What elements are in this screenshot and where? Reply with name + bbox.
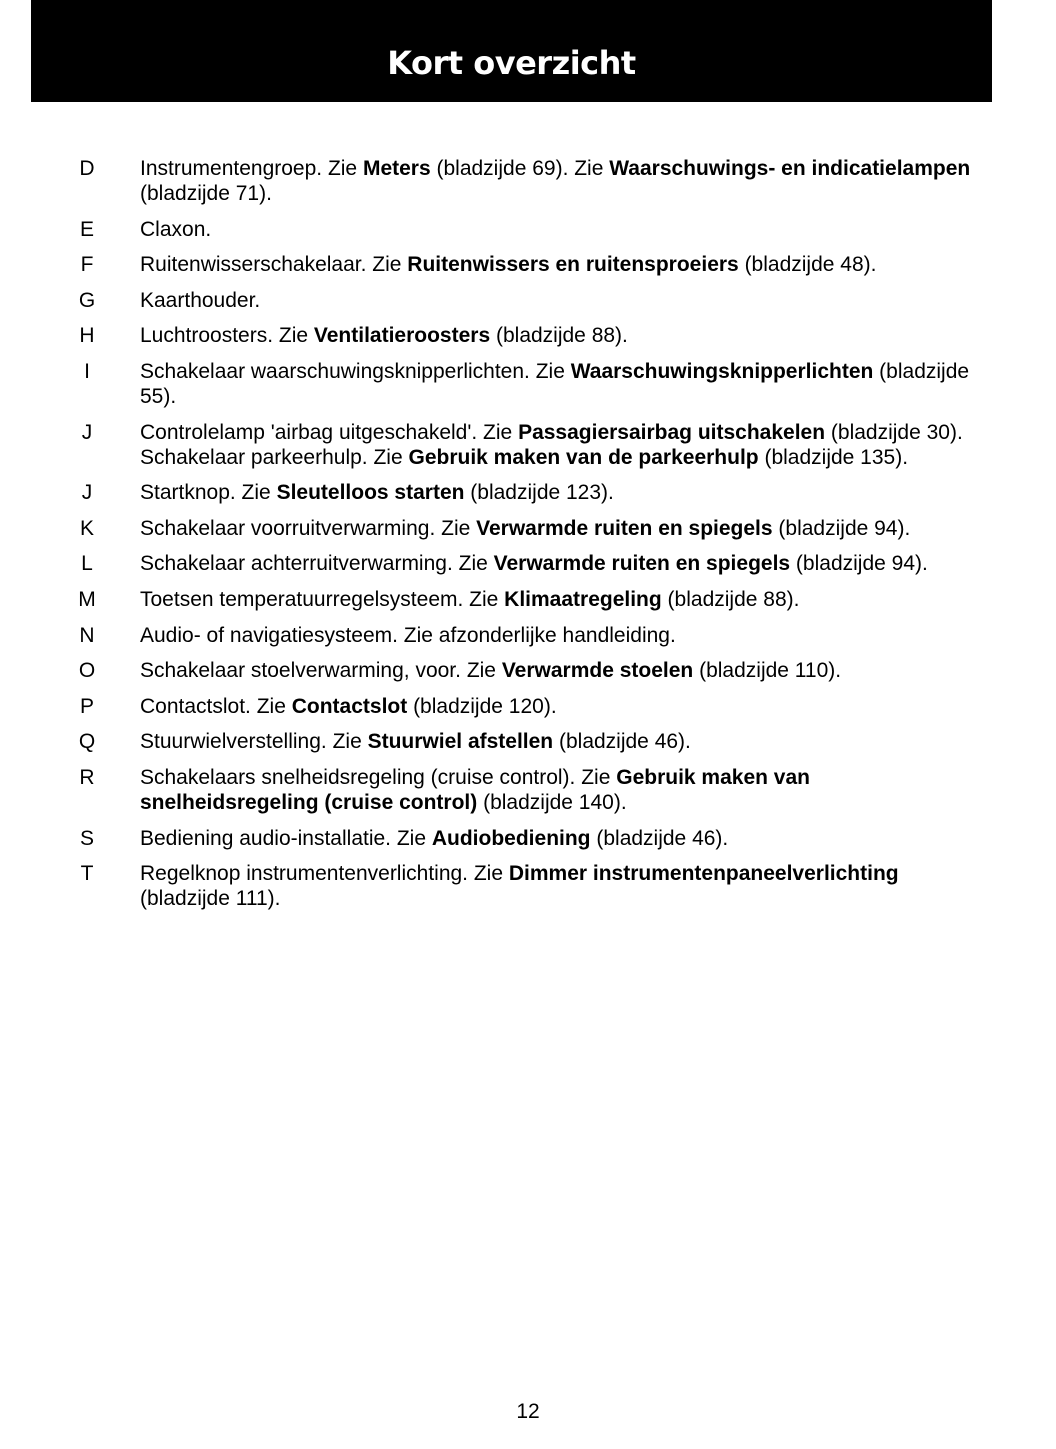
description-text: (bladzijde 46). xyxy=(553,730,691,754)
legend-description xyxy=(140,826,986,851)
legend-description xyxy=(140,480,986,505)
description-text: Toetsen temperatuurregelsysteem. Zie xyxy=(140,587,505,611)
legend-item xyxy=(0,623,1056,648)
legend-list xyxy=(0,156,1056,922)
description-text: (bladzijde 123). xyxy=(464,481,614,505)
description-text: (bladzijde 135). xyxy=(758,445,909,469)
description-text: (bladzijde 46). xyxy=(590,826,729,850)
description-text: Schakelaar achterruitverwarming. Zie xyxy=(140,552,494,576)
description-text: (bladzijde 55). xyxy=(140,359,970,408)
legend-item xyxy=(0,694,1056,719)
cross-reference: Ventilatieroosters xyxy=(313,324,491,348)
legend-letter: M xyxy=(78,587,96,611)
legend-item xyxy=(0,252,1056,277)
legend-item xyxy=(0,587,1056,612)
cross-reference: Dimmer instrumentenpaneelverlichting xyxy=(508,862,899,886)
description-text: (bladzijde 69). Zie xyxy=(430,157,610,180)
description-text: Schakelaar voorruitverwarming. Zie xyxy=(140,516,477,540)
legend-letter: P xyxy=(79,694,94,718)
cross-reference: Sleutelloos starten xyxy=(276,481,465,505)
description-text: (bladzijde 140). xyxy=(477,790,627,814)
legend-description xyxy=(140,765,986,815)
description-text: Claxon. xyxy=(140,217,212,241)
description-text: Luchtroosters. Zie xyxy=(140,324,314,348)
cross-reference: Verwarmde ruiten en spiegels xyxy=(493,552,791,576)
cross-reference: Meters xyxy=(362,157,431,180)
cross-reference: Stuurwiel afstellen xyxy=(367,730,554,754)
legend-description xyxy=(140,288,986,313)
legend-item xyxy=(0,826,1056,851)
description-text: (bladzijde 48). xyxy=(738,253,877,277)
legend-description xyxy=(140,252,986,277)
legend-letter: K xyxy=(79,516,94,540)
legend-letter: T xyxy=(80,862,94,886)
description-text: Controlelamp 'airbag uitgeschakeld'. Zie xyxy=(140,420,519,444)
legend-description xyxy=(140,861,986,911)
description-text: Schakelaar waarschuwingsknipperlichten. Zie xyxy=(140,359,571,383)
description-text: Contactslot. Zie xyxy=(140,694,292,718)
description-text: (bladzijde 88). xyxy=(661,587,800,611)
description-text: (bladzijde 94). xyxy=(790,552,928,576)
legend-item xyxy=(0,156,1056,206)
description-text: (bladzijde 120). xyxy=(407,694,557,718)
page-header xyxy=(31,0,992,102)
legend-item xyxy=(0,217,1056,242)
description-text: Instrumentengroep. Zie xyxy=(140,157,363,180)
legend-item xyxy=(0,551,1056,576)
description-text: Regelknop instrumentenverlichting. Zie xyxy=(140,862,509,886)
page-title: Kort overzicht xyxy=(387,44,636,82)
description-text: Audio- of navigatiesysteem. Zie afzonderlijke handleiding. xyxy=(140,623,676,647)
legend-description xyxy=(140,623,986,648)
legend-description xyxy=(140,156,986,206)
description-text: Bediening audio-installatie. Zie xyxy=(140,826,432,850)
legend-item xyxy=(0,420,1056,470)
legend-description xyxy=(140,217,986,242)
legend-description xyxy=(140,729,986,754)
cross-reference: Waarschuwingsknipperlichten xyxy=(570,359,874,383)
legend-item xyxy=(0,480,1056,505)
description-text: (bladzijde 30). Schakelaar parkeerhulp. Zie xyxy=(140,420,963,469)
legend-description xyxy=(140,658,986,683)
legend-description xyxy=(140,323,986,348)
description-text: Schakelaars snelheidsregeling (cruise control). Zie xyxy=(140,765,617,789)
legend-description xyxy=(140,551,986,576)
legend-letter: J xyxy=(81,481,93,505)
description-text: (bladzijde 71). xyxy=(140,182,272,205)
legend-description xyxy=(140,359,986,409)
cross-reference: Audiobediening xyxy=(431,826,591,850)
cross-reference: Contactslot xyxy=(291,694,408,718)
legend-item xyxy=(0,323,1056,348)
legend-description xyxy=(140,694,986,719)
legend-item xyxy=(0,658,1056,683)
cross-reference: Klimaatregeling xyxy=(504,587,662,611)
description-text: Stuurwielverstelling. Zie xyxy=(140,730,368,754)
legend-item xyxy=(0,729,1056,754)
legend-letter: D xyxy=(79,157,95,180)
legend-letter: S xyxy=(79,826,94,850)
legend-item xyxy=(0,516,1056,541)
legend-letter: R xyxy=(79,765,95,789)
legend-letter: N xyxy=(79,623,95,647)
description-text: Kaarthouder. xyxy=(140,288,261,312)
legend-item xyxy=(0,861,1056,911)
page-number: 12 xyxy=(516,1400,540,1423)
legend-letter: Q xyxy=(78,730,96,754)
legend-item xyxy=(0,765,1056,815)
legend-letter: O xyxy=(78,659,96,683)
cross-reference: Verwarmde ruiten en spiegels xyxy=(476,516,773,540)
legend-item xyxy=(0,359,1056,409)
legend-letter: L xyxy=(81,552,93,576)
description-text: (bladzijde 94). xyxy=(772,516,911,540)
legend-letter: G xyxy=(78,288,96,312)
description-text: (bladzijde 111). xyxy=(140,887,281,911)
cross-reference: Gebruik maken van snelheidsregeling (cruise control) xyxy=(140,765,810,814)
cross-reference: Waarschuwings- en indicatielampen xyxy=(609,157,971,180)
cross-reference: Passagiersairbag uitschakelen xyxy=(518,420,826,444)
cross-reference: Verwarmde stoelen xyxy=(501,659,694,683)
description-text: (bladzijde 110). xyxy=(693,659,842,683)
legend-letter: J xyxy=(81,420,93,444)
description-text: Startknop. Zie xyxy=(140,481,277,505)
legend-letter: F xyxy=(80,253,94,277)
description-text: Ruitenwisserschakelaar. Zie xyxy=(140,253,408,277)
legend-description xyxy=(140,420,986,470)
legend-letter: E xyxy=(79,217,94,241)
description-text: Schakelaar stoelverwarming, voor. Zie xyxy=(140,659,502,683)
cross-reference: Gebruik maken van de parkeerhulp xyxy=(408,445,759,469)
legend-letter: H xyxy=(79,324,95,348)
description-text: (bladzijde 88). xyxy=(490,324,628,348)
cross-reference: Ruitenwissers en ruitensproeiers xyxy=(407,253,739,277)
legend-letter: I xyxy=(84,359,90,383)
legend-item xyxy=(0,288,1056,313)
legend-description xyxy=(140,587,986,612)
legend-description xyxy=(140,516,986,541)
